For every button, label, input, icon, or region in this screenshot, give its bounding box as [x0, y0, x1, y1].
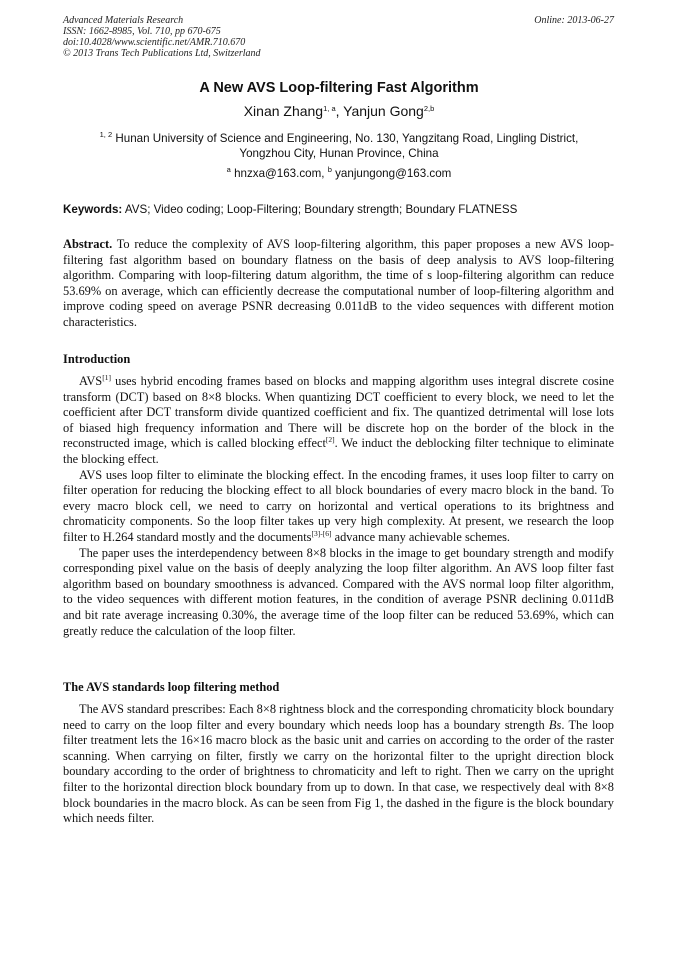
affiliation-line-1: Hunan University of Science and Engineering, No. 130, Yangzitang Road, Lingling District,: [115, 132, 579, 145]
introduction-body: [63, 374, 614, 639]
intro-paragraph-1: AVS[1] uses hybrid encoding frames based on blocks and mapping algorithm uses integral discrete cosine transform (DCT) based on 8×8 blocks. When quantizing DCT coefficient to every block, we need to let the coefficient after DCT transform divide quantized coefficient and fix. The quantized detrimental will lose lots of biased high frequency information and There will be discrete hop on the border of the block in the reconstructed image, which is called blocking effect[2]. We induct the deblocking filter technique to eliminate the blocking effect.: [63, 373, 614, 466]
journal-header: [63, 15, 261, 59]
author-separator: ,: [335, 103, 344, 119]
avs-section-body: [63, 702, 614, 827]
online-date: Online: 2013-06-27: [534, 15, 614, 26]
intro-paragraph-2: AVS uses loop filter to eliminate the blocking effect. In the encoding frames, it uses loop filter to carry on filter operation for reducing the blocking effect to all block boundaries of every macro block in the band. To every macro block cell, we need to carry on horizontal and vertical operations to its brightness and chromaticity components. So the loop filter takes up very high complexity. At present, we research the loop filter to H.264 standard mostly and the documents[3]-[6] advance many achievable schemes.: [63, 467, 614, 544]
affiliation: [70, 131, 608, 161]
abstract-text: To reduce the complexity of AVS loop-filtering algorithm, this paper proposes a new AVS loop-filtering fast algorithm based on boundary flatness on the basis of deep analysis to AVS loop-filtering algorithm. Comparing with loop-filtering datum algorithm, the time of s loop-filtering algorithm can reduce 53.69% on average, which can efficiently decrease the computational number of loop-filtering algorithm and improve coding speed on average PSNR decreasing 0.011dB to the video sequences with different motion characteristics.: [63, 237, 614, 329]
abstract: [63, 237, 614, 331]
citation-1: [1]: [102, 373, 111, 382]
keywords-label: Keywords:: [63, 203, 123, 216]
issn-line: ISSN: 1662-8985, Vol. 710, pp 670-675: [63, 26, 221, 37]
bs-symbol: Bs: [548, 717, 562, 732]
journal-name: Advanced Materials Research: [63, 15, 184, 26]
doi-line: doi:10.4028/www.scientific.net/AMR.710.670: [63, 37, 246, 48]
citation-3-6: [3]-[6]: [311, 528, 332, 538]
keywords-text: AVS; Video coding; Loop-Filtering; Boundary strength; Boundary FLATNESS: [124, 203, 518, 216]
email-b-marker: b: [327, 165, 332, 174]
affiliation-line-2: Yongzhou City, Hunan Province, China: [239, 147, 439, 160]
intro-paragraph-3: The paper uses the interdependency between 8×8 blocks in the image to get boundary strength and modify corresponding pixel value on the basis of deeply analyzing the loop filter algorithm. An AVS loop filter fast algorithm based on boundary smoothness is advanced. Compared with the AVS normal loop filter algorithm, to the video sequences with different motion features, in the condition of average PSNR declining 0.011dB and bit rate average increasing 0.30%, the average time of the loop filter can be reduced 53.69%, which can greatly reduce the calculation of the loop filter.: [63, 545, 614, 638]
avs-paragraph-1: The AVS standard prescribes: Each 8×8 rightness block and the corresponding chromaticity block boundary need to carry on the loop filter and every boundary which needs loop has a boundary strength Bs. The loop filter treatment lets the 16×16 macro block as the basic unit and carries on according to the order of the raster scanning. When carrying on filter, firstly we carry on the horizontal filter to the upright direction block boundary according to the order of brightness to chromaticity and left to right. Then we carry on the upright filter to the horizontal direction block boundary from up to down. In that case, we respectively deal with 8×8 block boundaries in the macro block. As can be seen from Fig 1, the dashed in the figure is the block boundary which needs filter.: [63, 702, 614, 826]
paper-title: A New AVS Loop-filtering Fast Algorithm: [199, 80, 479, 96]
section-heading-introduction: Introduction: [63, 352, 131, 366]
email-b[interactable]: yanjungong@163.com: [335, 167, 452, 180]
copyright-line: © 2013 Trans Tech Publications Ltd, Switzerland: [63, 48, 261, 59]
author-1: Xinan Zhang: [243, 103, 324, 119]
affiliation-marker: 1, 2: [99, 130, 113, 139]
author-1-affil: 1, a: [323, 104, 336, 113]
email-a-marker: a: [226, 165, 231, 174]
keywords: [63, 203, 615, 216]
author-2-affil: 2,b: [423, 104, 435, 113]
abstract-label: Abstract.: [63, 237, 113, 251]
citation-2: [2]: [325, 435, 335, 445]
author-2: Yanjun Gong: [343, 103, 424, 119]
section-heading-avs-loop-filter: The AVS standards loop filtering method: [63, 680, 280, 694]
email-line: [0, 167, 678, 180]
author-line: [0, 103, 678, 119]
email-a[interactable]: hnzxa@163.com,: [234, 167, 325, 180]
